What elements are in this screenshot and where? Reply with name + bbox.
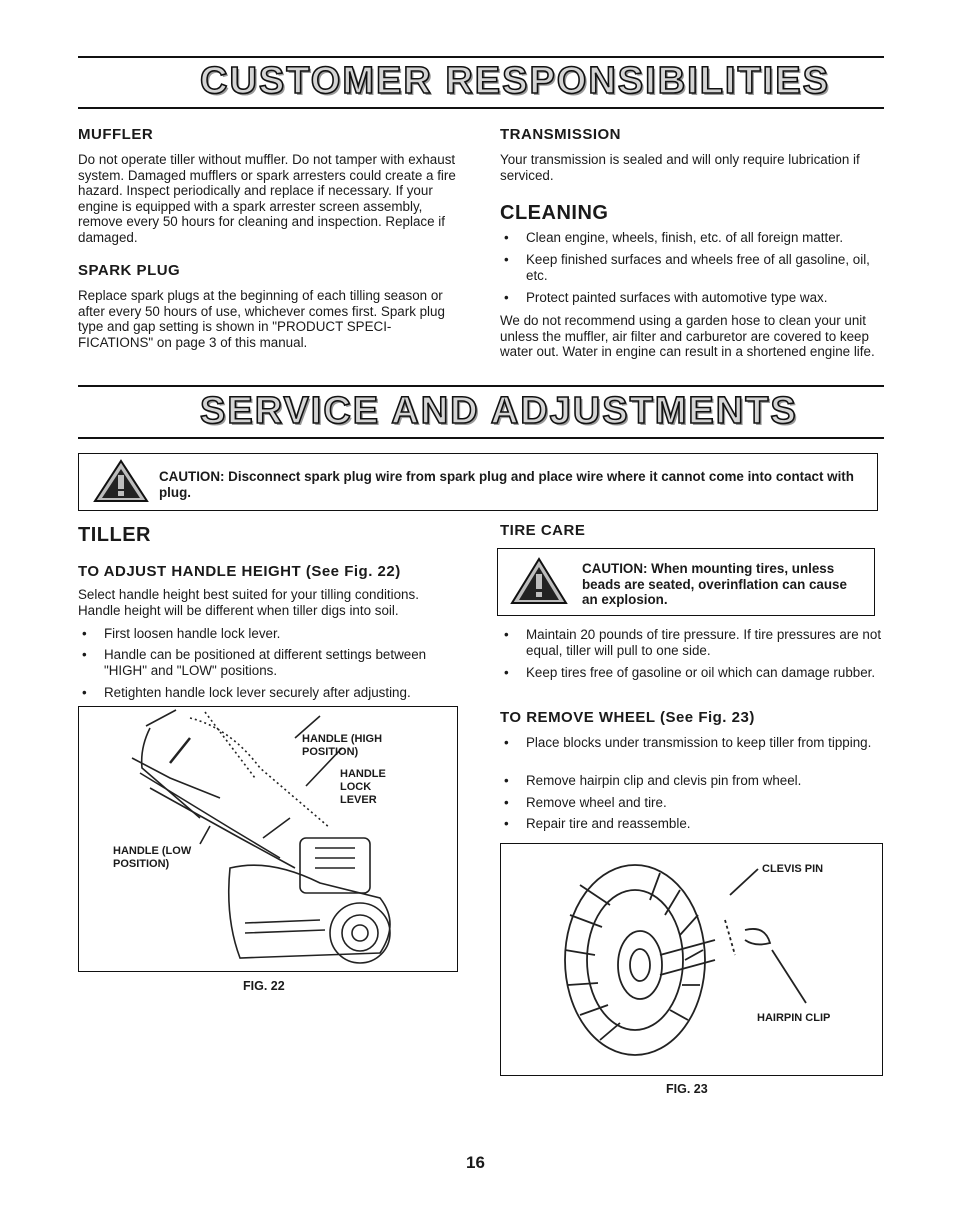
- transmission-heading: TRANSMISSION: [500, 126, 622, 143]
- remove-bullet: • Repair tire and reassemble.: [500, 816, 886, 832]
- spark-plug-heading: SPARK PLUG: [78, 262, 181, 279]
- caution-text: CAUTION: Disconnect spark plug wire from spark plug and place wire where it cannot come into contact with plug.: [159, 469, 854, 500]
- muffler-text: Do not operate tiller without muffler. Do not tamper with exhaust system. Damaged mufflers or spark arresters could create a fire hazard. Inspect periodically and replace if necessary. If your engine is equipped with a spark arrester screen assembly, remove every 50 hours for cleaning and inspection. Replace if damaged.: [78, 152, 456, 245]
- handle-bullet: • Handle can be positioned at different settings between "HIGH" and "LOW" positions.: [78, 647, 462, 678]
- tire-bullet: • Maintain 20 pounds of tire pressure. If tire pressures are not equal, tiller will pull to one side.: [500, 627, 886, 658]
- remove-bullet: • Place blocks under transmission to keep tiller from tipping.: [500, 735, 886, 751]
- caution-box: [78, 453, 878, 511]
- label-hairpin-clip: HAIRPIN CLIP: [757, 1012, 831, 1024]
- remove-bullet: • Remove hairpin clip and clevis pin from wheel.: [500, 773, 886, 789]
- handle-bullet: • First loosen handle lock lever.: [78, 626, 462, 642]
- handle-bullet: • Retighten handle lock lever securely after adjusting.: [78, 685, 462, 701]
- handle-text: Select handle height best suited for your tilling conditions. Handle height will be different when tiller digs into soil.: [78, 587, 419, 618]
- top-rule: [78, 56, 884, 58]
- wheel-illustration: [540, 855, 840, 1065]
- muffler-heading: MUFFLER: [78, 126, 154, 143]
- label-handle-low: HANDLE (LOW POSITION): [113, 845, 192, 870]
- transmission-text: Your transmission is sealed and will only require lubrication if serviced.: [500, 152, 860, 183]
- cleaning-heading: CLEANING: [500, 202, 609, 224]
- tiller-heading: TILLER: [78, 524, 151, 546]
- tire-caution-text: CAUTION: When mounting tires, unless beads are seated, overinflation can cause an explosion.: [582, 561, 847, 608]
- cleaning-bullet: • Keep finished surfaces and wheels free of all gasoline, oil, etc.: [500, 252, 886, 283]
- cleaning-bullet: • Clean engine, wheels, finish, etc. of all foreign matter.: [500, 230, 886, 246]
- tire-bullet: • Keep tires free of gasoline or oil which can damage rubber.: [500, 665, 886, 681]
- tire-caution-box: [497, 548, 875, 616]
- figure-23-caption: FIG. 23: [666, 1082, 708, 1096]
- cleaning-bullet: • Protect painted surfaces with automotive type wax.: [500, 290, 886, 306]
- label-handle-high: HANDLE (HIGH POSITION): [302, 733, 383, 758]
- figure-22-caption: FIG. 22: [243, 979, 285, 993]
- remove-wheel-heading: TO REMOVE WHEEL (See Fig. 23): [500, 709, 755, 726]
- adjust-handle-heading: TO ADJUST HANDLE HEIGHT (See Fig. 22): [78, 563, 401, 580]
- section-title-underline: [78, 437, 884, 439]
- title-underline: [78, 107, 884, 109]
- page-number: 16: [466, 1153, 485, 1172]
- spark-plug-text: Replace spark plugs at the beginning of each tilling season or after every 50 hours of use, whichever comes first. Spark plug type and gap setting is shown in "PRODUCT SPECI-FICATIONS" on page 3 of this manual.: [78, 288, 445, 350]
- label-handle-lock-lever: HANDLE LOCK LEVER: [340, 768, 386, 806]
- label-clevis-pin: CLEVIS PIN: [762, 863, 824, 875]
- section-rule: [78, 385, 884, 387]
- tire-care-heading: TIRE CARE: [500, 522, 586, 539]
- cleaning-text: We do not recommend using a garden hose to clean your unit unless the muffler, air filter and carburetor are covered to keep water out. Water in engine can result in a shortened engine life.: [500, 313, 875, 360]
- warning-icon: [510, 557, 568, 605]
- customer-responsibilities-title: CUSTOMER RESPONSIBILITIES: [200, 60, 830, 102]
- warning-icon: [93, 459, 149, 503]
- remove-bullet: • Remove wheel and tire.: [500, 795, 886, 811]
- service-adjustments-title: SERVICE AND ADJUSTMENTS: [200, 390, 798, 432]
